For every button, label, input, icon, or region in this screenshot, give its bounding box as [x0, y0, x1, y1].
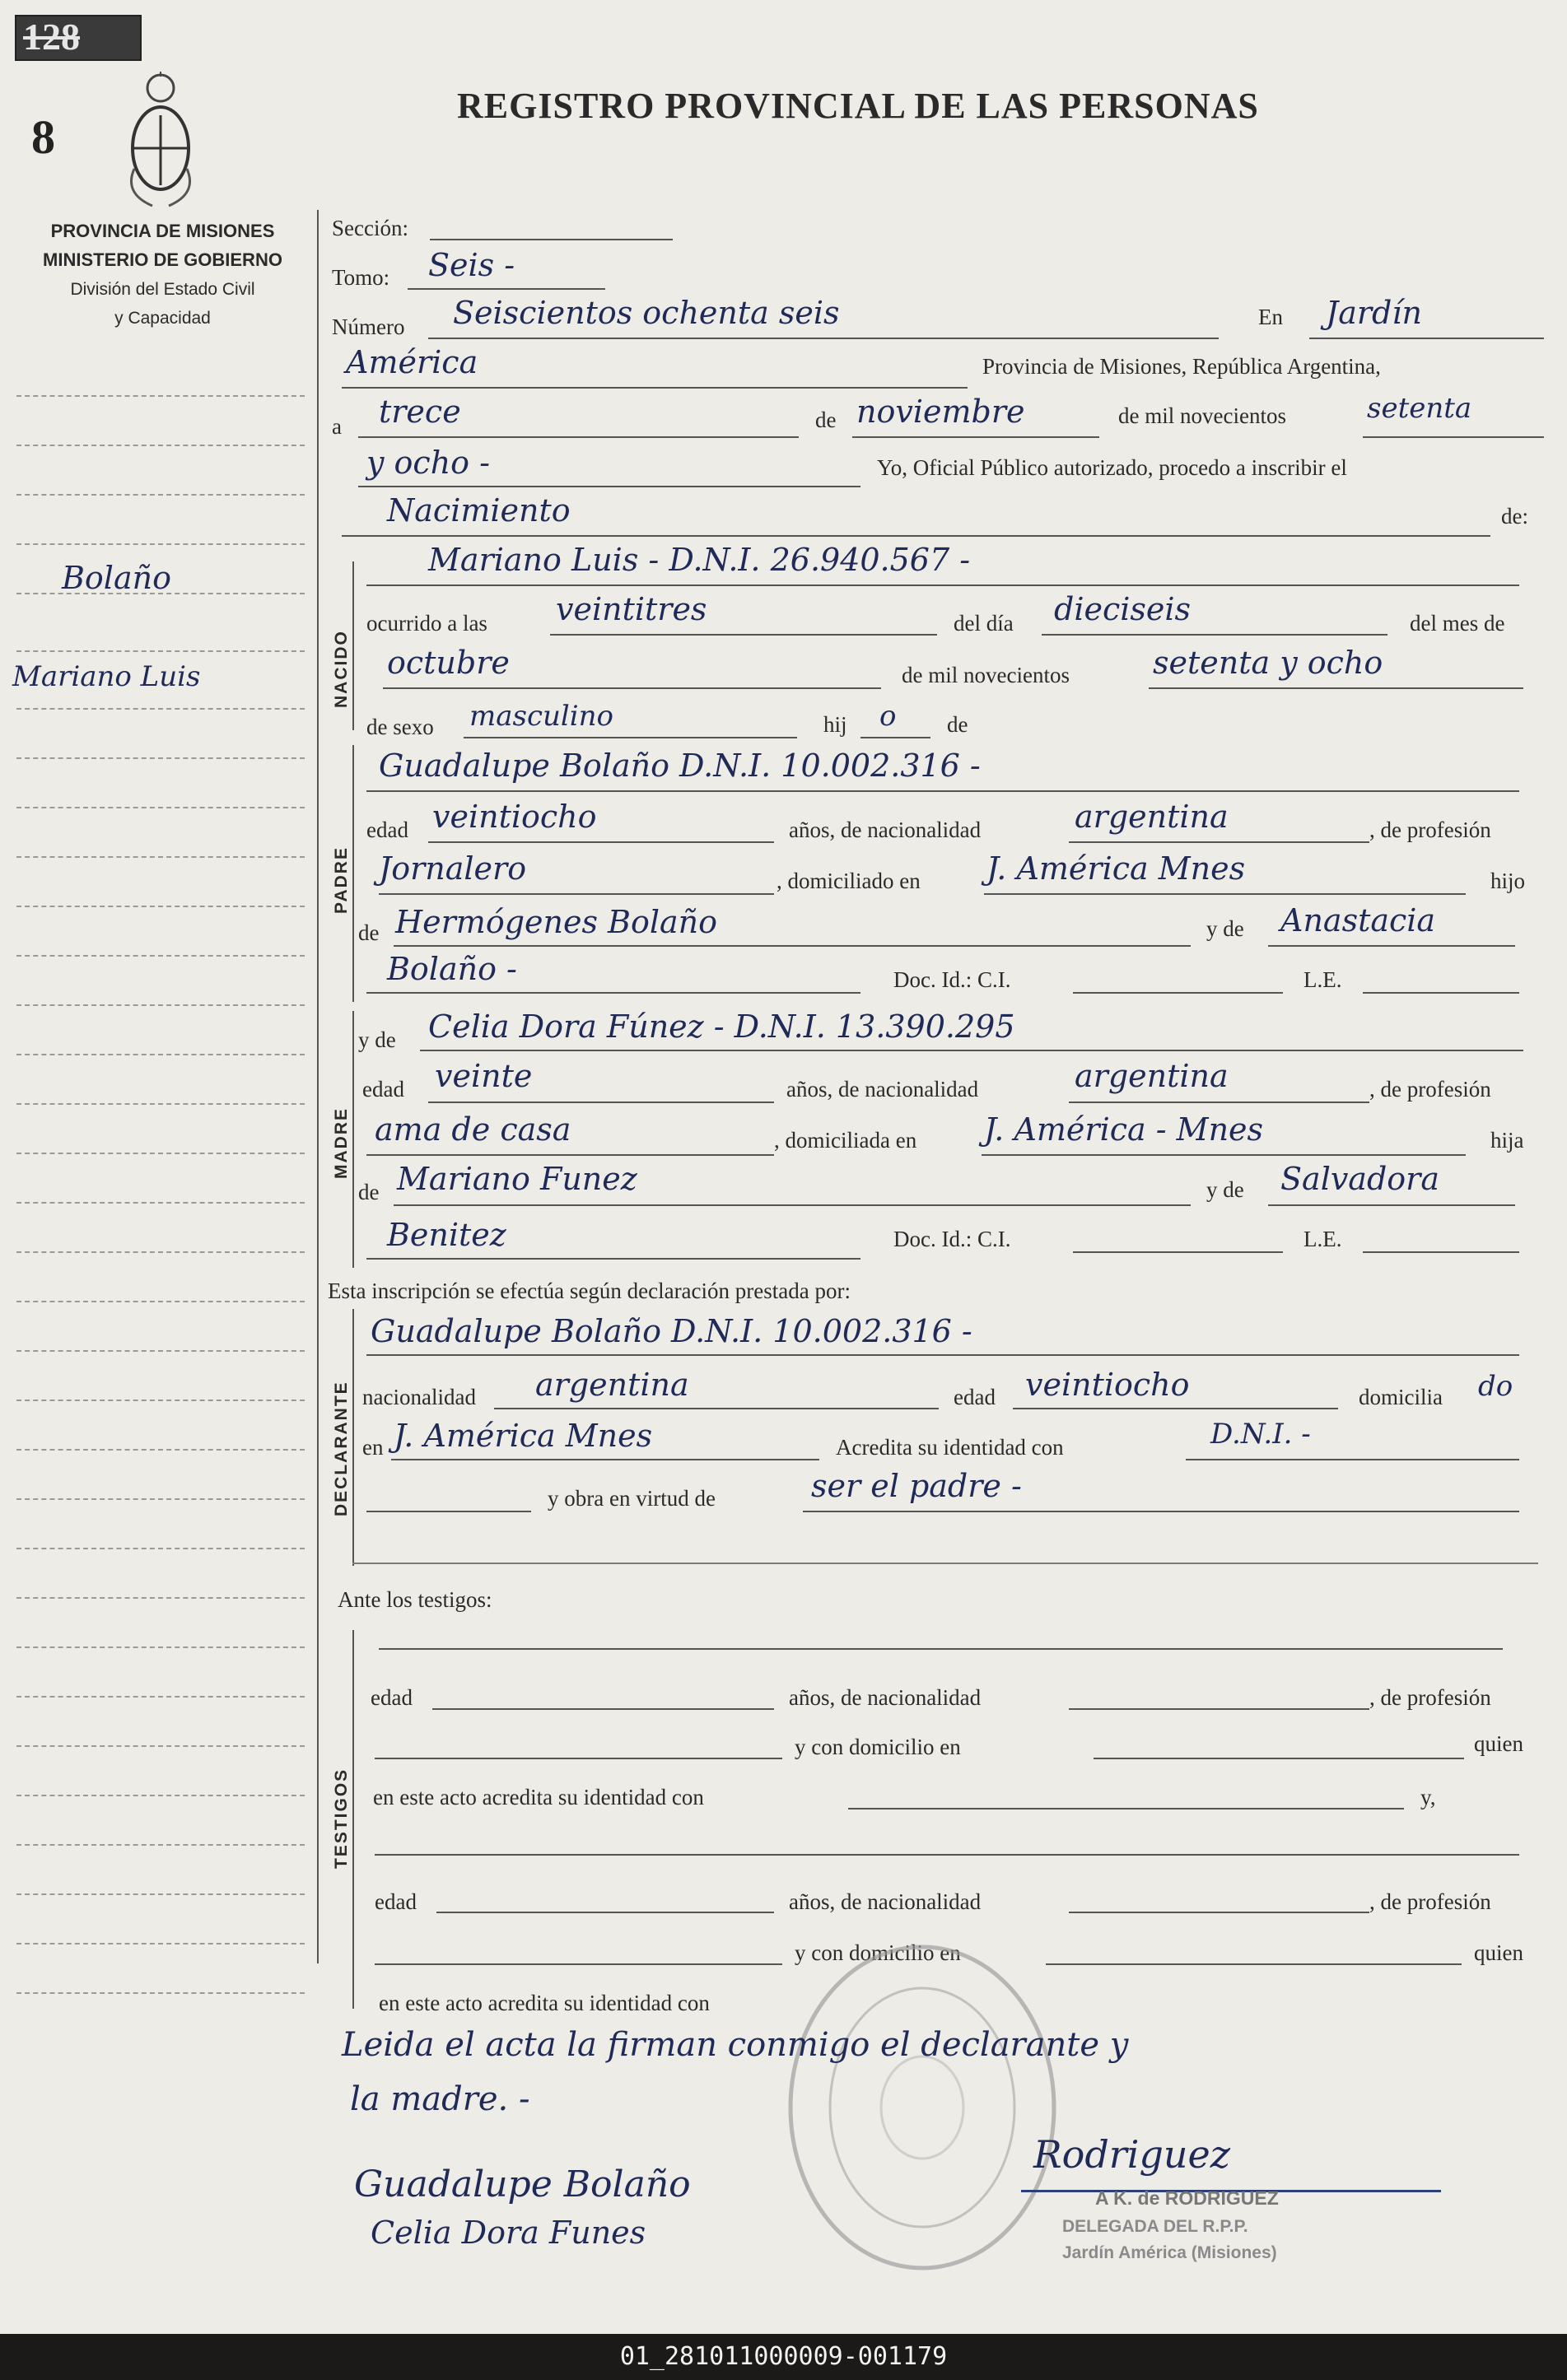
lugar-value-1: Jardín	[1326, 295, 1423, 331]
declarante-section-label: DECLARANTE	[332, 1381, 351, 1516]
padre-de-label: de	[358, 920, 380, 945]
padre-prof-value: Jornalero	[379, 850, 527, 887]
testigo2-acredita-label: en este acto acredita su identidad con	[379, 1991, 710, 2015]
madre-y-de-label: y de	[358, 1027, 396, 1052]
testigo2-nac-label: años, de nacionalidad	[789, 1889, 982, 1914]
decl-acredita-label: Acredita su identidad con	[836, 1435, 1064, 1460]
padre-y-de-label: y de	[1206, 916, 1244, 941]
margin-given-names: Mariano Luis	[12, 660, 201, 693]
de-hij-label: de	[947, 712, 968, 737]
sello-cargo: DELEGADA DEL R.P.P.	[1062, 2217, 1248, 2236]
decl-edad-value: veintiocho	[1025, 1367, 1190, 1403]
padre-nombre-value: Guadalupe Bolaño D.N.I. 10.002.316 -	[379, 748, 981, 784]
testigo2-quien-label: quien	[1474, 1940, 1523, 1965]
image-caption: 01_281011000009-001179	[0, 2334, 1567, 2380]
decl-en-label: en	[362, 1435, 384, 1460]
division-line-2: y Capacidad	[114, 309, 211, 328]
del-mes-label: del mes de	[1410, 611, 1505, 636]
province-name: PROVINCIA DE MISIONES	[50, 221, 275, 241]
testigo1-acredita-label: en este acto acredita su identidad con	[373, 1785, 704, 1809]
folio-number: 128	[23, 16, 80, 58]
page-title: REGISTRO PROVINCIAL DE LAS PERSONAS	[457, 86, 1259, 126]
de-sexo-label: de sexo	[366, 715, 434, 739]
anio-nac-value: setenta y ocho	[1153, 645, 1383, 681]
padre-nac-value: argentina	[1075, 799, 1229, 835]
numero-label: Número	[332, 314, 405, 339]
padre-section-label: PADRE	[332, 846, 351, 914]
madre-nac-label: años, de nacionalidad	[786, 1077, 979, 1102]
decl-id-value: D.N.I. -	[1210, 1418, 1311, 1451]
hijo-label: hijo	[1490, 869, 1526, 893]
madre-madre-value-1: Salvadora	[1280, 1161, 1439, 1197]
anio-value-1: setenta	[1367, 392, 1472, 425]
en-label: En	[1258, 305, 1283, 329]
seccion-label: Sección:	[332, 216, 408, 240]
ocurrido-label: ocurrido a las	[366, 611, 487, 636]
decl-nac-value: argentina	[535, 1367, 689, 1403]
provincia-text: Provincia de Misiones, República Argentina,	[982, 354, 1381, 379]
madre-prof-label: , de profesión	[1369, 1077, 1491, 1102]
decl-nombre-value: Guadalupe Bolaño D.N.I. 10.002.316 -	[371, 1313, 972, 1349]
testigo1-prof-label: , de profesión	[1369, 1685, 1491, 1710]
firma-madre: Celia Dora Funes	[371, 2215, 646, 2251]
sexo-value: masculino	[469, 700, 614, 733]
padre-prof-label: , de profesión	[1369, 817, 1491, 842]
padre-le-label: L.E.	[1304, 967, 1342, 992]
decl-domicilia-label: domicilia	[1359, 1385, 1443, 1409]
decl-virtud-value: ser el padre -	[811, 1468, 1022, 1504]
dia-value: trece	[379, 394, 461, 430]
tomo-value: Seis -	[428, 247, 515, 283]
ante-testigos-text: Ante los testigos:	[338, 1587, 492, 1612]
madre-nac-value: argentina	[1075, 1058, 1229, 1094]
padre-dom-label: , domiciliado en	[777, 869, 921, 893]
division-line-1: División del Estado Civil	[70, 280, 255, 299]
madre-dom-label: , domiciliada en	[774, 1128, 917, 1153]
tomo-label: Tomo:	[332, 265, 390, 290]
padre-madre-value-2: Bolaño -	[387, 951, 517, 987]
anio-value-2: y ocho -	[366, 445, 490, 481]
hora-value: veintitres	[556, 591, 707, 627]
testigo2-dom-label: y con domicilio en	[795, 1940, 961, 1965]
decl-obra-label: y obra en virtud de	[548, 1486, 716, 1511]
madre-nombre-value: Celia Dora Fúnez - D.N.I. 13.390.295	[428, 1008, 1015, 1045]
madre-padre-value: Mariano Funez	[397, 1161, 637, 1197]
padre-doc-label: Doc. Id.: C.I.	[893, 967, 1011, 992]
ministry-name: MINISTERIO DE GOBIERNO	[43, 249, 282, 270]
padre-dom-value: J. América Mnes	[986, 850, 1246, 887]
esta-inscripcion-text: Esta inscripción se efectúa según declaración prestada por:	[328, 1278, 851, 1303]
madre-doc-label: Doc. Id.: C.I.	[893, 1227, 1011, 1251]
numero-value: Seiscientos ochenta seis	[453, 295, 840, 331]
de-label: de	[815, 408, 837, 432]
testigos-section-label: TESTIGOS	[332, 1768, 351, 1869]
madre-edad-value: veinte	[435, 1058, 533, 1094]
madre-edad-label: edad	[362, 1077, 404, 1102]
decl-nac-label: nacionalidad	[362, 1385, 476, 1409]
decl-dom-value: J. América Mnes	[394, 1418, 653, 1454]
padre-padre-value: Hermógenes Bolaño	[395, 904, 718, 940]
firma-declarante: Guadalupe Bolaño	[354, 2163, 691, 2205]
coat-of-arms-icon	[119, 70, 202, 210]
decl-edad-label: edad	[954, 1385, 996, 1409]
testigo1-nac-label: años, de nacionalidad	[789, 1685, 982, 1710]
de-mil-nov-label: de mil novecientos	[902, 663, 1070, 687]
de-colon-label: de:	[1501, 504, 1528, 529]
madre-le-label: L.E.	[1304, 1227, 1342, 1251]
mes-nac-value: octubre	[387, 645, 510, 681]
madre-prof-value: ama de casa	[375, 1111, 571, 1148]
nacido-section-label: NACIDO	[332, 630, 351, 708]
testigo1-y-label: y,	[1420, 1785, 1436, 1809]
padre-edad-value: veintiocho	[432, 799, 597, 835]
madre-y-de-label-2: y de	[1206, 1177, 1244, 1202]
cierre-line-1: Leida el acta la firman conmigo el declarante y	[342, 2026, 1129, 2064]
madre-section-label: MADRE	[332, 1107, 351, 1179]
testigo1-edad-label: edad	[371, 1685, 413, 1710]
acto-value: Nacimiento	[387, 492, 571, 529]
del-dia-label: del día	[954, 611, 1014, 636]
testigo1-quien-label: quien	[1474, 1731, 1523, 1756]
form-left-border	[317, 210, 319, 1963]
testigo1-dom-label: y con domicilio en	[795, 1735, 961, 1759]
firma-oficial: Rodriguez	[1033, 2132, 1231, 2177]
mes-value: noviembre	[856, 394, 1025, 430]
hij-value: o	[879, 700, 897, 733]
madre-dom-value: J. América - Mnes	[984, 1111, 1264, 1148]
sello-nombre: A K. de RODRIGUEZ	[1095, 2187, 1279, 2209]
testigo2-edad-label: edad	[375, 1889, 417, 1914]
official-seal-icon	[778, 1935, 1066, 2280]
sello-lugar: Jardín América (Misiones)	[1062, 2243, 1277, 2262]
a-label: a	[332, 414, 342, 439]
hija-label: hija	[1490, 1128, 1524, 1153]
cierre-line-2: la madre. -	[350, 2080, 530, 2118]
madre-madre-value-2: Benitez	[387, 1217, 506, 1253]
padre-nac-label: años, de nacionalidad	[789, 817, 982, 842]
madre-de-label: de	[358, 1180, 380, 1204]
padre-madre-value-1: Anastacia	[1280, 902, 1436, 938]
decl-domicilia-suffix: do	[1478, 1370, 1513, 1403]
padre-edad-label: edad	[366, 817, 408, 842]
margin-surname: Bolaño	[62, 560, 171, 596]
de-mil-label: de mil novecientos	[1118, 403, 1286, 428]
hij-label: hij	[823, 712, 847, 737]
yo-oficial-text: Yo, Oficial Público autorizado, procedo a inscribir el	[877, 455, 1347, 480]
testigo2-prof-label: , de profesión	[1369, 1889, 1491, 1914]
lugar-value-2: América	[346, 344, 478, 380]
page-number: 8	[31, 110, 55, 164]
nacido-value: Mariano Luis - D.N.I. 26.940.567 -	[428, 542, 971, 578]
dia-nac-value: dieciseis	[1054, 591, 1192, 627]
